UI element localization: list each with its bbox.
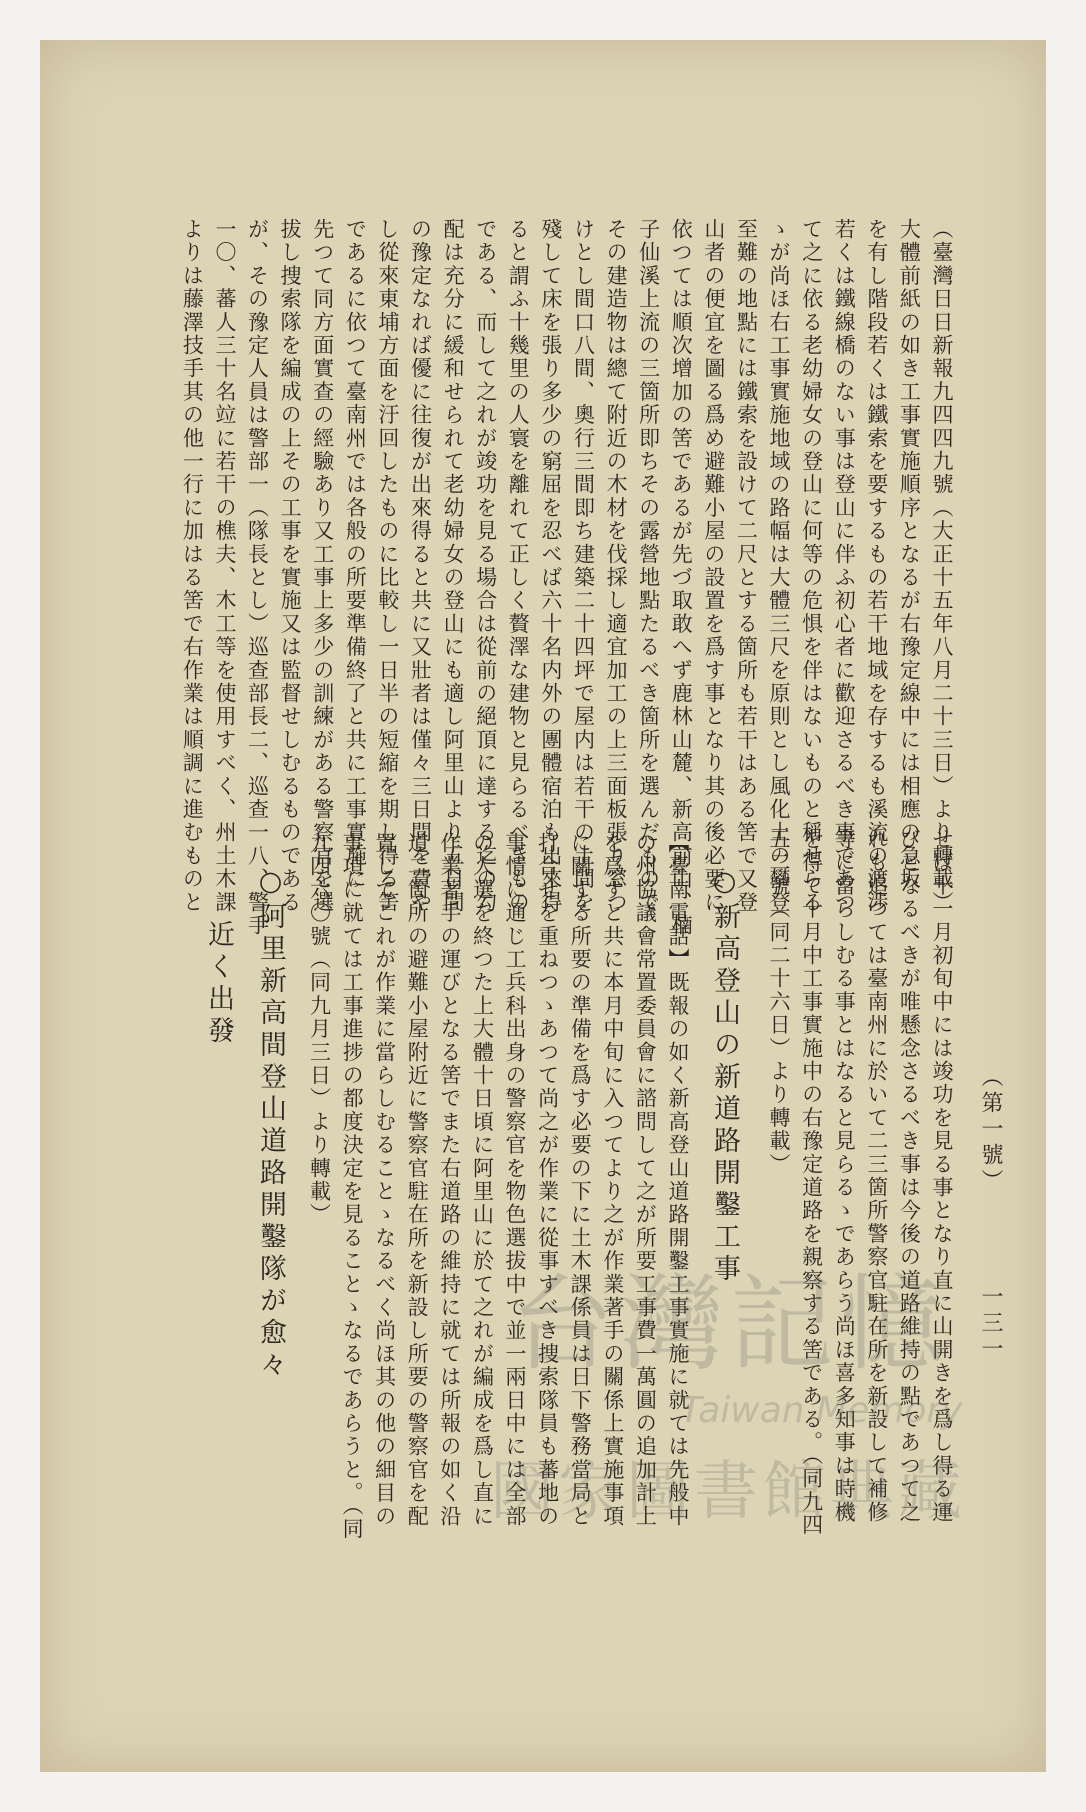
text-column: よりは藤澤技手其の他一行に加はる筈で右作業は順調に進むものと	[180, 218, 205, 914]
text-column: が、その豫定人員は警部一（隊長とし）巡查部長二、巡查一八、警手	[245, 218, 270, 938]
text-column: を得て十月中工事實施中の右豫定道路を親察する筈である。（同九四	[799, 828, 824, 1537]
text-column: 配は充分に緩和せられて老幼婦女の登山にも適し阿里山より五日間	[441, 218, 466, 914]
text-column: 等に當らしむる事とはなると見らるゝであらう尚ほ喜多知事は時機	[832, 828, 857, 1524]
text-column: れも追つては臺南州に於いて二三箇所警察官駐在所を新設して補修	[864, 828, 889, 1524]
text-column: 【臺南電話】既報の如く新高登山道路開鑿工事實施に就ては先般中	[666, 832, 690, 1528]
text-column: せば十一月初旬中には竣功を見る事となり直に山開きを爲し得る運	[930, 828, 954, 1525]
text-column: びとなるべきが唯懸念さるべき事は今後の道路維持の點であつて之	[897, 828, 922, 1524]
text-column: の豫定なれば優に往復が出來得ると共に又壯者は僅々三日間を費や	[408, 218, 433, 914]
text-column: 事情に通じ工兵科出身の警察官を物色選拔中で並一兩日中には全部	[503, 832, 528, 1528]
text-column: を有し階段若くは鐵索を要するもの若干地域を存するも溪流の渡渉	[864, 218, 889, 914]
watermark-institution: 國家圖書館典藏	[490, 1455, 966, 1529]
article3-title-line1: ○阿里新高間登山道路開鑿隊が愈々	[255, 866, 286, 1382]
text-column: （臺灣日日新報九四四九號（大正十五年八月二十三日）より轉載）	[930, 218, 954, 914]
article2-text	[303, 832, 694, 1542]
text-column: 依つては順次增加の筈であるが先づ取敢へず鹿林山麓、新高前山、楠	[669, 218, 694, 938]
text-column: 山者の便宜を圖る爲め避難小屋の設置を爲す事となり其の後必要に	[701, 218, 726, 914]
text-column: けとし間口八間、奧行三間即ち建築二十四坪で屋内は若干の土間を	[571, 218, 596, 914]
article3-title-line2: 近く出發	[203, 920, 234, 1048]
text-column: て之に依る老幼婦女の登山に何等の危惧を伴はないものと稱せらる	[799, 218, 824, 914]
text-column: 五二號（同二十六日）より轉載）	[767, 828, 792, 1176]
text-column: 事項に就ては工事進捗の都度決定を見ることゝなるであらうと。（同	[340, 832, 365, 1541]
text-column: 殘して床を張り多少の窮屈を忍べば六十名内外の團體宿泊も出來得	[538, 218, 563, 914]
watermark-latin: Taiwan Memory	[680, 1390, 963, 1431]
text-column: の人選を終つた上大體十日頃に阿里山に於て之れが編成を爲し直に	[470, 832, 495, 1529]
document-page	[40, 40, 1046, 1772]
text-column: を爲すと共に本月中旬に入つてより之が作業著手の關係上實施事項	[600, 832, 625, 1528]
text-column: 子仙溪上流の三箇所即ちその露營地點たるべき箇所を選んだもので	[636, 218, 661, 914]
text-column: し從來東埔方面を汙回したものに比較し一日半の短縮を期し得る筈	[375, 218, 400, 914]
issue-number: （第一號）	[978, 1065, 1003, 1195]
upper-article-text	[176, 218, 958, 938]
text-column: 至難の地點には鐵索を設けて二尺とする箇所も若干はある筈で又登	[734, 218, 759, 914]
text-column: 一〇、蕃人三十名竝に若干の樵夫、木工等を使用すべく、州土木課	[212, 218, 237, 914]
text-column: である、而して之れが竣功を見る場合は從前の絕頂に達する迄の勾	[473, 218, 498, 915]
text-column: であるに依つて臺南州では各般の所要準備終了と共に工事實施に	[343, 218, 368, 891]
text-column: 拔し捜索隊を編成の上その工事を實施又は監督せしむるものである	[278, 218, 303, 914]
text-column: その建造物は總て附近の木材を伐採し適宜加工の上三面板張り窓つ	[604, 218, 629, 914]
text-column: に關する所要の準備を爲す必要の下に土木課係員は日下警務當局と	[568, 832, 593, 1528]
text-column: 大體前紙の如き工事實施順序となるが右豫定線中には相應の急坂	[897, 218, 922, 891]
text-column: 先つて同方面實查の經驗あり又工事上多少の訓練がある警察官を選	[310, 218, 335, 914]
text-column: 若くは鐵線橋のない事は登山に伴ふ初心者に歡迎さるべき事であつ	[832, 218, 857, 914]
text-column: 道二箇所の避難小屋附近に警察官駐在所を新設し所要の警察官を配	[405, 832, 430, 1528]
text-column: 置してこれが作業に當らしむることゝなるべく尚ほ其の他の細目の	[372, 832, 397, 1529]
text-column: 打合せを重ねつゝあつて尚之が作業に從事すべき捜索隊員も蕃地の	[535, 832, 560, 1528]
watermark-logo: 台灣記憶	[510, 1263, 951, 1385]
text-column: ると謂ふ十幾里の人寰を離れて正しく贅澤な建物と見らるべきもの	[506, 218, 531, 914]
text-column: ゝが尚ほ右工事實施地域の路幅は大體三尺を原則とし風化土の攀登	[767, 218, 792, 914]
article2-title: ○新高登山の新道路開鑿工事	[709, 866, 740, 1286]
text-column: 九四六〇號（同九月三日）より轉載）	[307, 832, 332, 1227]
text-column: 作業著手の運びとなる筈でまた右道路の維持に就ては所報の如く沿	[437, 832, 462, 1528]
text-column: の州協議會常置委員會に諮問して之が所要工事費一萬圓の追加計上	[633, 832, 658, 1528]
page-number: 一三一	[978, 1285, 1003, 1363]
